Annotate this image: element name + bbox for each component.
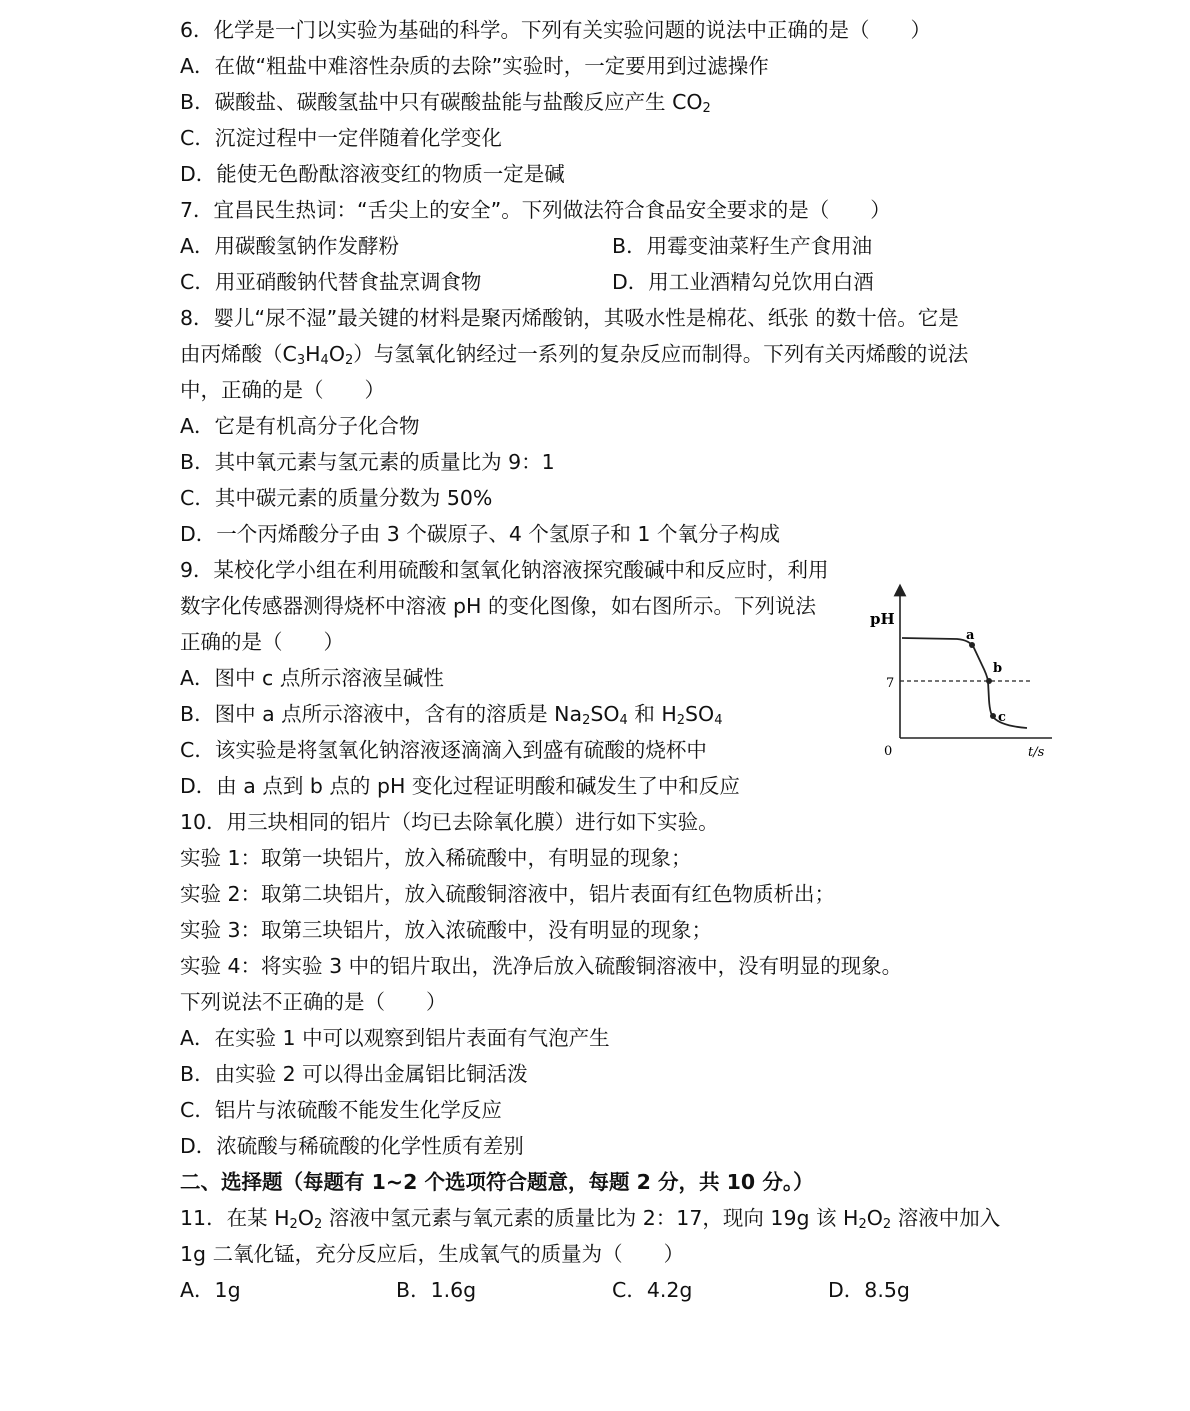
q10-experiment-2: 实验 2：取第二块铝片，放入硫酸铜溶液中，铝片表面有红色物质析出； <box>180 882 836 906</box>
q10-option-b: B．由实验 2 可以得出金属铝比铜活泼 <box>180 1062 528 1086</box>
ph-curve-graph <box>862 580 1062 765</box>
q11-option-a: A．1g <box>180 1278 241 1302</box>
x-axis-label: t/s <box>1028 745 1045 760</box>
q8-option-a: A．它是有机高分子化合物 <box>180 414 420 438</box>
q11-stem-line2: 1g 二氧化锰，充分反应后，生成氧气的质量为（ ） <box>180 1242 685 1266</box>
q8-option-b: B．其中氧元素与氢元素的质量比为 9：1 <box>180 450 555 474</box>
point-b <box>986 678 992 684</box>
q8-stem-line1: 8．婴儿“尿不湿”最关键的材料是聚丙烯酸钠，其吸水性是棉花、纸张 的数十倍。它是 <box>180 306 959 330</box>
q9-stem-line1: 9．某校化学小组在利用硫酸和氢氧化钠溶液探究酸碱中和反应时，利用 <box>180 558 829 582</box>
q6-option-a: A．在做“粗盐中难溶性杂质的去除”实验时，一定要用到过滤操作 <box>180 54 769 78</box>
y-axis-label: pH <box>870 610 895 628</box>
q8-stem-line2: 由丙烯酸$(C_3H_4O_2)$与氢氧化钠经过一系列的复杂反应而制得。下列有关丙烯酸的说法 <box>180 342 969 368</box>
point-c <box>990 713 996 719</box>
q6-option-c: C．沉淀过程中一定伴随着化学变化 <box>180 126 502 150</box>
ph-curve <box>902 638 1027 728</box>
q6-stem: 6．化学是一门以实验为基础的科学。下列有关实验问题的说法中正确的是（ ） <box>180 18 932 42</box>
q9-option-d: D．由 a 点到 b 点的 pH 变化过程证明酸和碱发生了中和反应 <box>180 774 740 798</box>
q10-option-a: A．在实验 1 中可以观察到铝片表面有气泡产生 <box>180 1026 610 1050</box>
q7-option-d: D．用工业酒精勾兑饮用白酒 <box>612 270 874 294</box>
q9-stem-line2: 数字化传感器测得烧杯中溶液 pH 的变化图像，如右图所示。下列说法 <box>180 594 816 618</box>
q11-option-b: B．1.6g <box>396 1278 477 1302</box>
q7-option-c: C．用亚硝酸钠代替食盐烹调食物 <box>180 270 482 294</box>
q9-option-a: A．图中 c 点所示溶液呈碱性 <box>180 666 444 690</box>
point-b-label: b <box>993 661 1003 676</box>
q10-experiment-1: 实验 1：取第一块铝片，放入稀硫酸中，有明显的现象； <box>180 846 692 870</box>
q9-stem-line3: 正确的是（ ） <box>180 630 344 654</box>
q9-option-b: B．图中 a 点所示溶液中，含有的溶质是 $Na_2SO_4$ 和 $H_2SO_4$ <box>180 702 723 728</box>
q10-experiment-4: 实验 4：将实验 3 中的铝片取出，洗净后放入硫酸铜溶液中，没有明显的现象。 <box>180 954 903 978</box>
q8-stem-line3: 中，正确的是（ ） <box>180 378 385 402</box>
point-a-label: a <box>966 628 975 643</box>
q9-option-c: C．该实验是将氢氧化钠溶液逐滴滴入到盛有硫酸的烧杯中 <box>180 738 707 762</box>
origin-label: 0 <box>884 744 893 759</box>
q8-option-d: D．一个丙烯酸分子由 3 个碳原子、4 个氢原子和 1 个氧分子构成 <box>180 522 780 546</box>
section-2-heading: 二、选择题（每题有 1~2 个选项符合题意，每题 2 分，共 10 分。） <box>180 1170 814 1194</box>
q6-option-d: D．能使无色酚酞溶液变红的物质一定是碱 <box>180 162 565 186</box>
q10-ask: 下列说法不正确的是（ ） <box>180 990 447 1014</box>
q10-option-c: C．铝片与浓硫酸不能发生化学反应 <box>180 1098 502 1122</box>
tick-7-label: 7 <box>886 676 895 691</box>
q11-option-d: D．8.5g <box>828 1278 910 1302</box>
q8-option-c: C．其中碳元素的质量分数为 50% <box>180 486 493 510</box>
q10-option-d: D．浓硫酸与稀硫酸的化学性质有差别 <box>180 1134 524 1158</box>
q6-option-b: B．碳酸盐、碳酸氢盐中只有碳酸盐能与盐酸反应产生 $CO_2$ <box>180 90 711 116</box>
q7-stem: 7．宜昌民生热词：“舌尖上的安全”。下列做法符合食品安全要求的是（ ） <box>180 198 891 222</box>
q10-stem: 10．用三块相同的铝片（均已去除氧化膜）进行如下实验。 <box>180 810 719 834</box>
q11-stem-line1: 11．在某 $H_2O_2$ 溶液中氢元素与氧元素的质量比为 2：17，现向 19g 该 $H_2O_2$ 溶液中加入 <box>180 1206 1001 1232</box>
q7-option-a: A．用碳酸氢钠作发酵粉 <box>180 234 400 258</box>
point-c-label: c <box>998 710 1006 725</box>
q10-experiment-3: 实验 3：取第三块铝片，放入浓硫酸中，没有明显的现象； <box>180 918 713 942</box>
q7-option-b: B．用霉变油菜籽生产食用油 <box>612 234 873 258</box>
q11-option-c: C．4.2g <box>612 1278 693 1302</box>
